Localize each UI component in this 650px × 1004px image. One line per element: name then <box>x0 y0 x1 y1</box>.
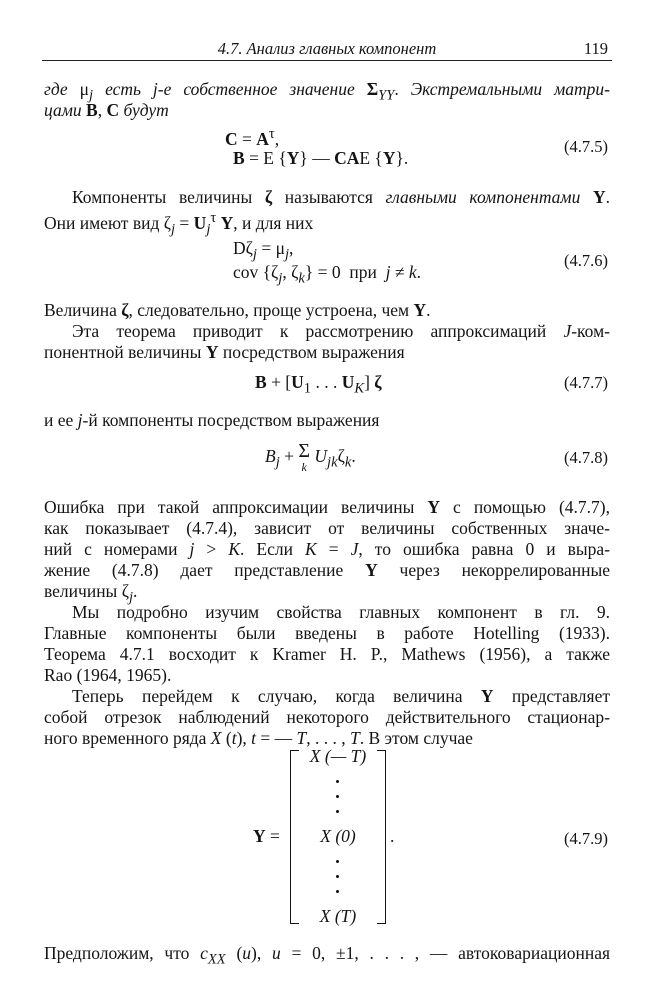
matrix-entry-middle: X (0) <box>320 826 356 846</box>
vdots <box>336 795 339 798</box>
matrix-entry-first: X (— T) <box>309 746 367 766</box>
text-line-8: и ее j-й компоненты посредством выражения <box>44 410 380 430</box>
eq-4-7-8: $B_j + \Sigma$ k $U_{jk}\zeta_k$. <box>265 440 356 474</box>
eq-4-7-5-line2: B = E {Y} — CAE {Y}. <box>233 148 409 168</box>
eq-number-4-7-7: (4.7.7) <box>564 373 608 392</box>
text-line-15: Главные компоненты были введены в работе Hotelling (1933). <box>44 623 610 643</box>
text-line-20: ного временного ряда X (t), t = — T, . . . , T. В этом случае <box>44 728 473 748</box>
text-line-16: Теорема 4.7.1 восходит к Kramer H. P., Mathews (1956), а также <box>44 644 610 664</box>
eq-number-4-7-5: (4.7.5) <box>564 137 608 156</box>
matrix-entry-last: X (T) <box>319 906 357 926</box>
text-line-2: цами B, C будут <box>44 100 169 120</box>
text-line-1: где $\mu_j$ есть j-е собственное значение $\Sigma_{YY}$. Экстремальными матри- <box>44 79 610 104</box>
text-line-14: Мы подробно изучим свойства главных компонент в гл. 9. <box>72 602 610 622</box>
eq-number-4-7-8: (4.7.8) <box>564 448 608 467</box>
text-line-11: ний с номерами j > K. Если K = J, то ошибка равна 0 и выра- <box>44 539 610 559</box>
text-line-19: собой отрезок наблюдений некоторого действительного стационар- <box>44 707 610 727</box>
text-line-17: Rao (1964, 1965). <box>44 665 172 685</box>
text-line-6: Эта теорема приводит к рассмотрению аппроксимаций J-ком- <box>72 321 610 341</box>
text-line-3: Компоненты величины ζ называются главными компонентами Y. <box>72 187 610 207</box>
eq-4-7-6-line1: $D\zeta_j = \mu_j$, <box>233 238 294 263</box>
text-line-5: Величина ζ, следовательно, проще устроена, чем Y. <box>44 300 431 320</box>
eq-4-7-9-lhs: Y = <box>253 826 280 846</box>
vdots <box>336 810 339 813</box>
text-line-4: Они имеют вид $\zeta_j = U_j^\tau$ Y, и для них <box>44 210 314 238</box>
text-line-18: Теперь перейдем к случаю, когда величина Y представляет <box>72 686 610 706</box>
text-line-7: понентной величины Y посредством выражения <box>44 342 405 362</box>
eq-4-7-7: $B + [U_1$ . . . $U_K$] ζ <box>255 372 382 397</box>
vdots <box>336 875 339 878</box>
chapter-section-title: 4.7. Анализ главных компонент <box>217 39 437 58</box>
text-line-9: Ошибка при такой аппроксимации величины Y с помощью (4.7.7), <box>44 497 611 517</box>
eq-4-7-6-line2: cov {$\zeta_j$, $\zeta_k\} = 0$ при j ≠ k. <box>233 262 421 287</box>
running-header <box>42 38 612 61</box>
eq-4-7-9-period: . <box>390 826 395 846</box>
text-line-13: величины $\zeta_j$. <box>44 581 138 606</box>
eq-4-7-5-line1: $C = A^\tau$, <box>225 126 280 149</box>
page-number: 119 <box>583 39 608 58</box>
eq-number-4-7-9: (4.7.9) <box>564 829 608 848</box>
vdots <box>336 860 339 863</box>
text-line-12: жение (4.7.8) дает представление Y через некоррелированные <box>44 560 610 580</box>
column-vector-matrix <box>290 746 386 926</box>
eq-number-4-7-6: (4.7.6) <box>564 251 608 270</box>
vdots <box>336 780 339 783</box>
vdots <box>336 890 339 893</box>
text-line-10: как показывает (4.7.4), зависит от величины собственных значе- <box>44 518 610 538</box>
text-line-21: Предположим, что $c_{XX}$ (u), u = 0, ±1, . . . , — автоковариационная <box>44 943 611 968</box>
